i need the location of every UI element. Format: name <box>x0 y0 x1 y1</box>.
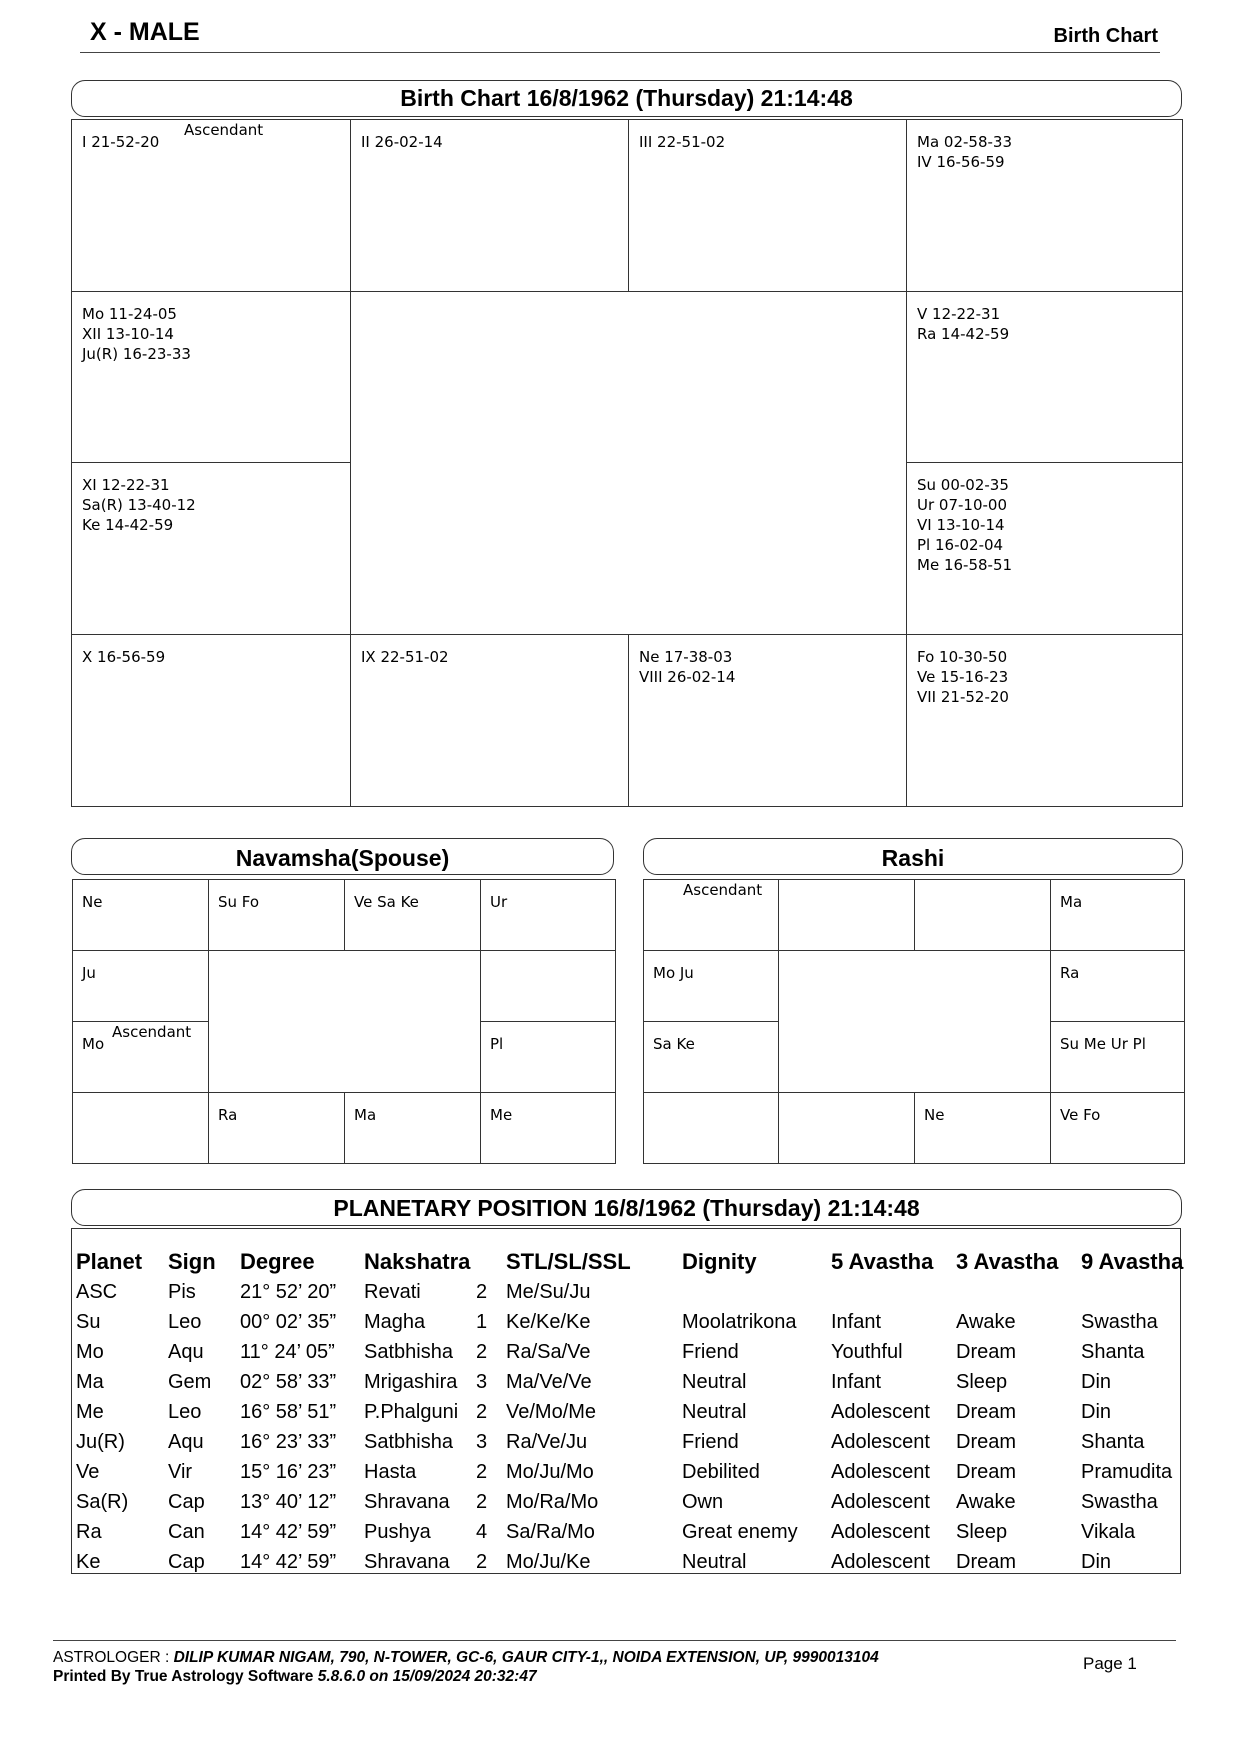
birth-house-text: X 16-56-59 <box>82 648 166 666</box>
navamsha-house-text: Ra <box>218 1106 238 1124</box>
planet-cell-sign: Vir <box>168 1461 193 1483</box>
navamsha-house-text: Su Fo <box>218 893 260 911</box>
planet-cell-dignity: Debilited <box>682 1461 760 1483</box>
navamsha-house-r4c2 <box>209 1093 345 1164</box>
rashi-house-text: Ra <box>1060 964 1080 982</box>
planet-cell-planet: Ra <box>76 1521 102 1543</box>
rashi-house-r4c1 <box>644 1093 779 1164</box>
planet-cell-planet: Mo <box>76 1341 104 1363</box>
navamsha-house-r4c4 <box>481 1093 616 1164</box>
navamsha-house-text: Ju <box>82 964 96 982</box>
printed-value: 5.8.6.0 on 15/09/2024 20:32:47 <box>317 1668 537 1685</box>
planet-cell-sign: Gem <box>168 1371 212 1393</box>
planet-cell-planet: Sa(R) <box>76 1491 129 1513</box>
planet-cell-nakshatra: Pushya <box>364 1521 431 1543</box>
planet-cell-avastha-3: Dream <box>956 1551 1017 1573</box>
navamsha-house-r2c4 <box>481 951 616 1022</box>
birth-house-text: I 21-52-20 <box>82 133 160 151</box>
navamsha-house-r4c1 <box>73 1093 209 1164</box>
birth-house-r3c4 <box>907 463 1183 635</box>
birth-house-text: Su 00-02-35 Ur 07-10-00 VI 13-10-14 Pl 16-02-04 Me 16-58-51 <box>917 476 1013 574</box>
planet-cell-dignity: Moolatrikona <box>682 1311 797 1333</box>
astrologer-line <box>53 1649 879 1667</box>
planet-cell-pada: 3 <box>476 1371 488 1393</box>
planet-cell-degree: 02° 58’ 33” <box>240 1371 337 1393</box>
planet-cell-stl-sl-ssl: Me/Su/Ju <box>506 1281 591 1303</box>
navamsha-house-r1c2 <box>209 880 345 951</box>
col-header-dignity: Dignity <box>682 1249 757 1274</box>
birth-house-r4c3 <box>629 635 907 807</box>
birth-house-r4c2 <box>351 635 629 807</box>
birth-house-text: Ne 17-38-03 VIII 26-02-14 <box>639 648 736 686</box>
birth-house-r2c1 <box>72 292 351 463</box>
birth-house-text: Mo 11-24-05 XII 13-10-14 Ju(R) 16-23-33 <box>82 305 191 363</box>
planet-cell-nakshatra: Shravana <box>364 1551 450 1573</box>
planet-cell-degree: 14° 42’ 59” <box>240 1521 337 1543</box>
planet-cell-avastha-3: Sleep <box>956 1371 1008 1393</box>
planet-cell-stl-sl-ssl: Mo/Ju/Ke <box>506 1551 591 1573</box>
navamsha-house-r3c4 <box>481 1022 616 1093</box>
rashi-house-r4c2 <box>779 1093 915 1164</box>
planet-cell-degree: 21° 52’ 20” <box>240 1281 337 1303</box>
navamsha-banner: Navamsha(Spouse) <box>71 838 614 875</box>
planet-cell-avastha-3: Dream <box>956 1431 1017 1453</box>
planet-cell-dignity: Great enemy <box>682 1521 798 1543</box>
planet-cell-avastha-5: Adolescent <box>831 1521 930 1543</box>
planet-cell-planet: Ma <box>76 1371 104 1393</box>
navamsha-house-r1c1 <box>73 880 209 951</box>
planet-cell-planet: Me <box>76 1401 104 1423</box>
col-header-planet: Planet <box>76 1249 143 1274</box>
birth-house-r1c3 <box>629 120 907 292</box>
planet-cell-stl-sl-ssl: Ma/Ve/Ve <box>506 1371 592 1393</box>
rashi-house-text <box>779 880 914 892</box>
rashi-house-text: Ve Fo <box>1060 1106 1101 1124</box>
planet-cell-avastha-5: Infant <box>831 1371 882 1393</box>
planet-cell-nakshatra: Magha <box>364 1311 426 1333</box>
col-header-stl: STL/SL/SSL <box>506 1249 631 1274</box>
planet-cell-avastha-9: Swastha <box>1081 1491 1158 1513</box>
page-number: Page 1 <box>1083 1654 1137 1673</box>
planet-cell-degree: 00° 02’ 35” <box>240 1311 337 1333</box>
ascendant-label: Ascendant <box>112 1023 192 1041</box>
rashi-center <box>779 951 1051 1093</box>
planet-cell-dignity: Neutral <box>682 1371 747 1393</box>
planet-cell-planet: ASC <box>76 1281 118 1303</box>
birth-chart-banner: Birth Chart 16/8/1962 (Thursday) 21:14:48 <box>71 80 1182 117</box>
planet-cell-avastha-5: Youthful <box>831 1341 903 1363</box>
planet-cell-avastha-5: Adolescent <box>831 1461 930 1483</box>
navamsha-house-r4c3 <box>345 1093 481 1164</box>
birth-house-r1c4 <box>907 120 1183 292</box>
planet-cell-avastha-9: Shanta <box>1081 1431 1145 1453</box>
planet-cell-sign: Leo <box>168 1311 202 1333</box>
rashi-house-text: Ne <box>924 1106 945 1124</box>
navamsha-house-text: Ne <box>82 893 103 911</box>
planet-cell-dignity: Friend <box>682 1431 739 1453</box>
planet-cell-avastha-3: Dream <box>956 1341 1017 1363</box>
navamsha-center <box>209 951 481 1093</box>
planet-cell-degree: 16° 58’ 51” <box>240 1401 337 1423</box>
birth-house-r4c4 <box>907 635 1183 807</box>
planet-cell-pada: 2 <box>476 1281 488 1303</box>
ascendant-label: Ascendant <box>184 121 264 139</box>
planet-cell-planet: Ve <box>76 1461 100 1483</box>
header-divider <box>80 52 1160 53</box>
rashi-house-text <box>779 1093 914 1105</box>
planet-cell-sign: Can <box>168 1521 205 1543</box>
planet-cell-degree: 16° 23’ 33” <box>240 1431 337 1453</box>
col-header-9-avastha: 9 Avastha <box>1081 1249 1184 1274</box>
planet-cell-stl-sl-ssl: Mo/Ra/Mo <box>506 1491 599 1513</box>
rashi-house-r1c2 <box>779 880 915 951</box>
planet-cell-avastha-5: Adolescent <box>831 1551 930 1573</box>
rashi-house-text <box>644 1093 778 1105</box>
birth-house-r1c1 <box>72 120 351 292</box>
birth-house-text: II 26-02-14 <box>361 133 443 151</box>
planet-cell-degree: 13° 40’ 12” <box>240 1491 337 1513</box>
planet-cell-nakshatra: Satbhisha <box>364 1431 453 1453</box>
birth-house-r2c4 <box>907 292 1183 463</box>
rashi-house-r2c4 <box>1051 951 1185 1022</box>
planet-cell-nakshatra: Satbhisha <box>364 1341 453 1363</box>
navamsha-house-text: Ur <box>490 893 508 911</box>
planetary-table <box>71 1228 1184 1574</box>
planet-cell-avastha-3: Dream <box>956 1401 1017 1423</box>
rashi-grid <box>643 879 1185 1164</box>
birth-house-text: V 12-22-31 Ra 14-42-59 <box>917 305 1010 343</box>
birth-chart-grid <box>71 119 1183 807</box>
planet-cell-avastha-9: Swastha <box>1081 1311 1158 1333</box>
rashi-house-text: Sa Ke <box>653 1035 695 1053</box>
planet-cell-degree: 11° 24’ 05” <box>240 1341 335 1363</box>
planet-cell-pada: 2 <box>476 1491 488 1513</box>
planet-cell-stl-sl-ssl: Sa/Ra/Mo <box>506 1521 595 1543</box>
planet-cell-avastha-9: Shanta <box>1081 1341 1145 1363</box>
astrologer-value: DILIP KUMAR NIGAM, 790, N-TOWER, GC-6, GAUR CITY-1,, NOIDA EXTENSION, UP, 9990013104 <box>173 1649 879 1666</box>
navamsha-house-r1c3 <box>345 880 481 951</box>
planet-cell-avastha-5: Adolescent <box>831 1491 930 1513</box>
planet-cell-stl-sl-ssl: Ra/Sa/Ve <box>506 1341 591 1363</box>
navamsha-house-r3c1 <box>73 1022 209 1093</box>
planet-cell-planet: Ju(R) <box>76 1431 125 1453</box>
planet-cell-stl-sl-ssl: Mo/Ju/Mo <box>506 1461 594 1483</box>
planet-cell-sign: Aqu <box>168 1341 204 1363</box>
birth-house-text: Ma 02-58-33 IV 16-56-59 <box>917 133 1012 171</box>
planet-cell-planet: Su <box>76 1311 101 1333</box>
astrologer-label: ASTROLOGER : <box>53 1649 174 1666</box>
section-title: Birth Chart <box>1053 25 1158 47</box>
ascendant-label: Ascendant <box>683 881 763 899</box>
navamsha-house-r1c4 <box>481 880 616 951</box>
rashi-house-text <box>915 880 1050 892</box>
planetary-banner: PLANETARY POSITION 16/8/1962 (Thursday) 21:14:48 <box>71 1189 1182 1226</box>
planet-cell-pada: 3 <box>476 1431 488 1453</box>
navamsha-house-text: Pl <box>490 1035 504 1053</box>
rashi-house-r3c1 <box>644 1022 779 1093</box>
printed-line <box>53 1668 537 1686</box>
rashi-house-r3c4 <box>1051 1022 1185 1093</box>
navamsha-house-r2c1 <box>73 951 209 1022</box>
planet-cell-pada: 2 <box>476 1551 488 1573</box>
birth-house-text: III 22-51-02 <box>639 133 726 151</box>
planet-cell-nakshatra: Mrigashira <box>364 1371 458 1393</box>
col-header-degree: Degree <box>240 1249 315 1274</box>
planet-cell-avastha-9: Din <box>1081 1551 1112 1573</box>
rashi-house-r4c3 <box>915 1093 1051 1164</box>
planet-cell-planet: Ke <box>76 1551 101 1573</box>
col-header-nakshatra: Nakshatra <box>364 1249 471 1274</box>
footer-divider <box>53 1640 1176 1641</box>
planet-cell-avastha-5: Adolescent <box>831 1431 930 1453</box>
rashi-house-r4c4 <box>1051 1093 1185 1164</box>
planet-cell-avastha-5: Infant <box>831 1311 882 1333</box>
rashi-banner: Rashi <box>643 838 1183 875</box>
planet-cell-pada: 2 <box>476 1461 488 1483</box>
planet-cell-nakshatra: P.Phalguni <box>364 1401 459 1423</box>
printed-label: Printed By True Astrology Software <box>53 1668 318 1685</box>
planet-cell-sign: Leo <box>168 1401 202 1423</box>
planet-cell-nakshatra: Revati <box>364 1281 421 1303</box>
rashi-house-text: Su Me Ur Pl <box>1060 1035 1146 1053</box>
planet-cell-stl-sl-ssl: Ra/Ve/Ju <box>506 1431 588 1453</box>
birth-chart-center <box>351 292 907 635</box>
planet-cell-degree: 15° 16’ 23” <box>240 1461 337 1483</box>
navamsha-house-text <box>481 951 615 963</box>
planet-cell-avastha-3: Dream <box>956 1461 1017 1483</box>
planet-cell-pada: 1 <box>476 1311 488 1333</box>
planet-cell-avastha-9: Vikala <box>1081 1521 1136 1543</box>
rashi-house-r1c3 <box>915 880 1051 951</box>
planet-cell-pada: 4 <box>476 1521 488 1543</box>
planet-cell-pada: 2 <box>476 1341 488 1363</box>
planet-cell-stl-sl-ssl: Ke/Ke/Ke <box>506 1311 591 1333</box>
planet-cell-avastha-5: Adolescent <box>831 1401 930 1423</box>
birth-house-text: XI 12-22-31 Sa(R) 13-40-12 Ke 14-42-59 <box>82 476 196 534</box>
col-header-5-avastha: 5 Avastha <box>831 1249 934 1274</box>
rashi-house-r1c1 <box>644 880 779 951</box>
birth-house-r1c2 <box>351 120 629 292</box>
birth-house-text: Fo 10-30-50 Ve 15-16-23 VII 21-52-20 <box>917 648 1009 706</box>
planet-cell-sign: Cap <box>168 1551 205 1573</box>
navamsha-grid <box>72 879 616 1164</box>
planet-cell-stl-sl-ssl: Ve/Mo/Me <box>506 1401 597 1423</box>
planet-cell-avastha-3: Sleep <box>956 1521 1008 1543</box>
planet-cell-avastha-9: Din <box>1081 1401 1112 1423</box>
rashi-house-text: Ma <box>1060 893 1083 911</box>
planet-cell-avastha-9: Pramudita <box>1081 1461 1173 1483</box>
planet-cell-sign: Aqu <box>168 1431 204 1453</box>
report-title: X - MALE <box>90 18 200 46</box>
planet-cell-avastha-9: Din <box>1081 1371 1112 1393</box>
planet-cell-dignity: Own <box>682 1491 724 1513</box>
planet-cell-sign: Pis <box>168 1281 196 1303</box>
planet-cell-dignity: Neutral <box>682 1401 747 1423</box>
navamsha-house-text: Ma <box>354 1106 377 1124</box>
navamsha-house-text: Me <box>490 1106 513 1124</box>
planet-cell-degree: 14° 42’ 59” <box>240 1551 337 1573</box>
planet-cell-avastha-3: Awake <box>956 1491 1016 1513</box>
planet-cell-sign: Cap <box>168 1491 205 1513</box>
navamsha-house-text: Ve Sa Ke <box>354 893 419 911</box>
col-header-sign: Sign <box>168 1249 216 1274</box>
col-header-3-avastha: 3 Avastha <box>956 1249 1059 1274</box>
navamsha-house-text: Mo <box>82 1035 105 1053</box>
planet-cell-avastha-3: Awake <box>956 1311 1016 1333</box>
rashi-house-text: Mo Ju <box>653 964 694 982</box>
planet-cell-dignity: Neutral <box>682 1551 747 1573</box>
planet-cell-nakshatra: Shravana <box>364 1491 450 1513</box>
birth-house-r4c1 <box>72 635 351 807</box>
planet-cell-nakshatra: Hasta <box>364 1461 417 1483</box>
rashi-house-r2c1 <box>644 951 779 1022</box>
navamsha-house-text <box>73 1093 208 1105</box>
birth-house-text: IX 22-51-02 <box>361 648 449 666</box>
birth-house-r3c1 <box>72 463 351 635</box>
rashi-house-r1c4 <box>1051 880 1185 951</box>
planet-cell-dignity: Friend <box>682 1341 739 1363</box>
planet-cell-pada: 2 <box>476 1401 488 1423</box>
